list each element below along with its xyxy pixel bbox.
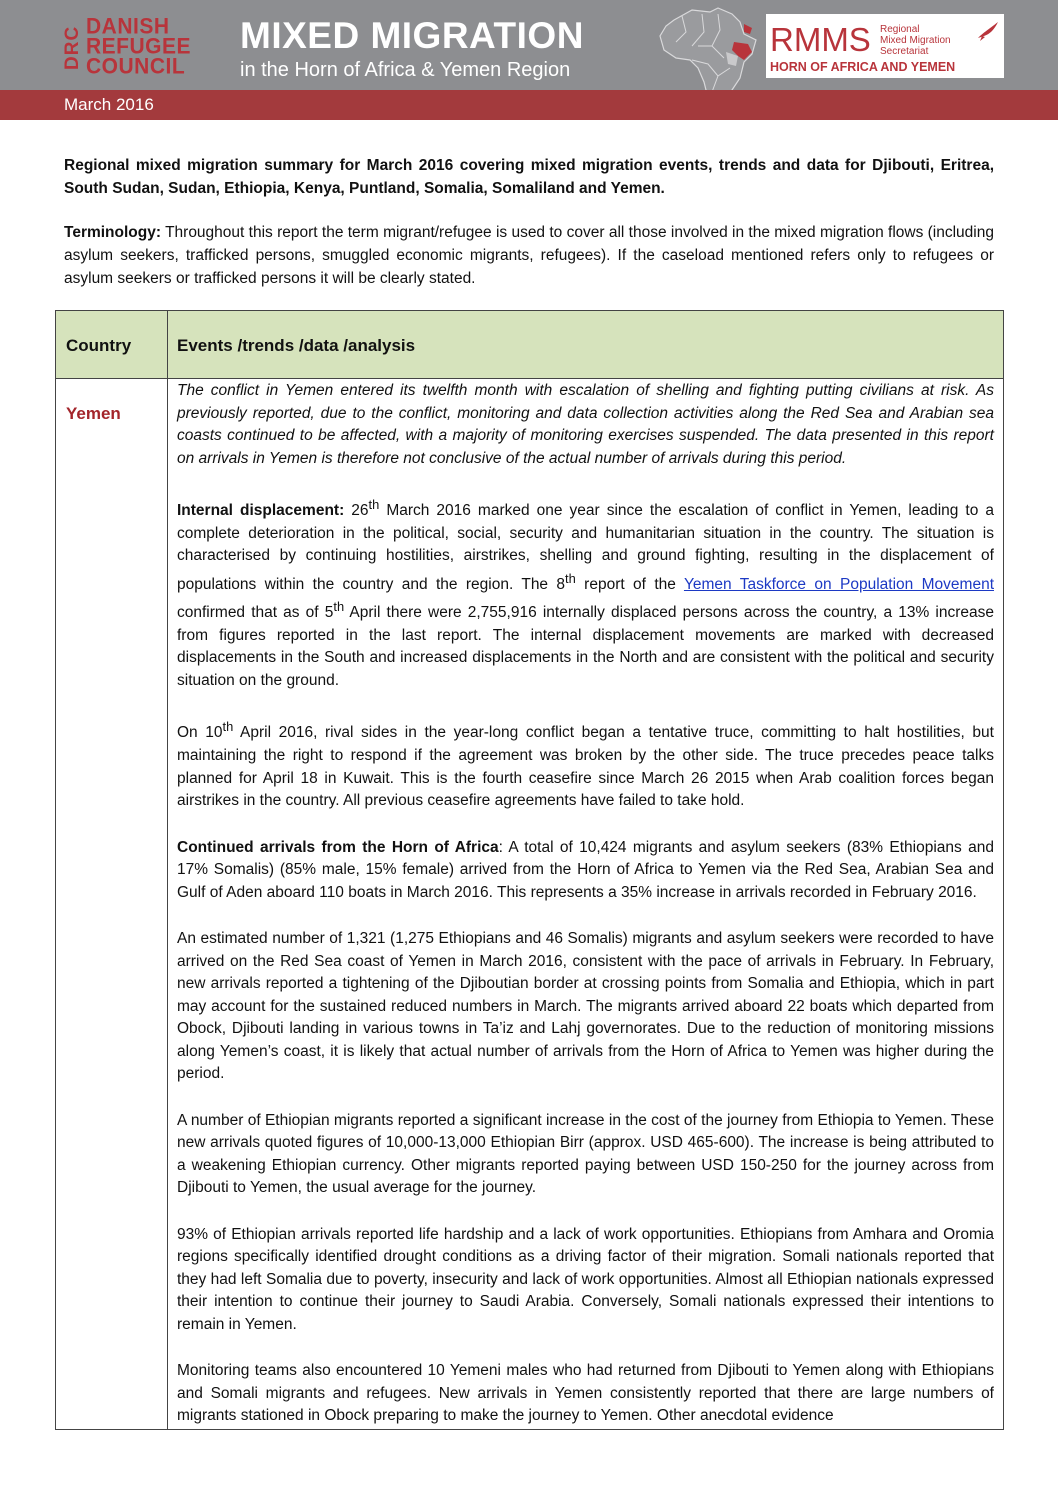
- rmms-small-3: Secretariat: [880, 46, 929, 57]
- country-events-table: [55, 310, 1004, 1430]
- text-run: On 10: [177, 724, 223, 742]
- superscript: th: [565, 570, 576, 586]
- text-run: March 2016 marked one year since the escalation of conflict in Yemen, leading to a complete deterioration in the political, social, security and humanitarian situation in the country. The situation is characterised by continuing hostilities, airstrikes, shelling and ground fighting, resulting in the displacement of populations within the country and the region. The 8: [177, 502, 994, 593]
- paragraph-continued-arrivals: [177, 837, 994, 905]
- drc-line-2: REFUGEE: [86, 34, 192, 59]
- paragraph-journey-cost: A number of Ethiopian migrants reported a significant increase in the cost of the journey from Ethiopia to Yemen. These new arrivals quoted figures of 10,000-13,000 Ethiopian Birr (approx. USD 465-600). The increase is being attributed to a weakening Ethiopian currency. Other migrants reported paying between USD 150-250 for the journey across from Djibouti to Yemen, the usual average for the journey.: [177, 1111, 994, 1197]
- taskforce-report-link[interactable]: Yemen Taskforce on Population Movement: [683, 575, 994, 593]
- paragraph-truce: [177, 716, 994, 812]
- terminology-paragraph: [64, 221, 994, 290]
- drc-mark: DRC: [62, 25, 83, 71]
- text-run: 26: [344, 502, 369, 520]
- rmms-full-name: [880, 24, 951, 57]
- superscript: th: [368, 497, 380, 512]
- internal-displacement-heading: Internal displacement:: [177, 502, 345, 520]
- header-country: Country: [66, 336, 132, 355]
- drc-wordmark: [86, 14, 192, 79]
- text-run: confirmed that as of 5: [177, 604, 334, 622]
- paragraph-internal-displacement: [177, 494, 994, 692]
- superscript: th: [333, 599, 345, 615]
- paragraph-drivers: 93% of Ethiopian arrivals reported life hardship and a lack of work opportunities. Ethiopians from Amhara and Oromia regions specifically identified drought conditions as a driving factor of their migration. Somali nationals reported that they had left Somalia due to poverty, insecurity and lack of work opportunities. Almost all Ethiopian nationals expressed their intention to continue their journey to Saudi Arabia. Conversely, Somali nationals expressed their intentions to remain in Yemen.: [177, 1225, 994, 1333]
- rmms-small-2: Mixed Migration: [880, 35, 951, 46]
- text-run: : A total of 10,424 migrants and asylum seekers (83% Ethiopians and 17% Somalis) (85% male, 15% female) arrived from the Horn of Africa to Yemen via the Red Sea, Arabian Sea and Gulf of Aden aboard 110 boats in March 2016. This represents a 35% increase in arrivals recorded in February 2016.: [177, 838, 994, 901]
- rmms-wordmark: RMMS: [770, 21, 871, 58]
- terminology-label: Terminology:: [64, 224, 162, 241]
- summary-paragraph: Regional mixed migration summary for March 2016 covering mixed migration events, trends and data for Djibouti, Eritrea, South Sudan, Sudan, Ethiopia, Kenya, Puntland, Somalia, Somaliland and Yemen.: [64, 157, 994, 197]
- text-run: April there were 2,755,916 internally displaced persons across the country, a 13% increase from figures reported in the last report. The internal displacement movements are marked with decreased displacements in the South and increased displacements in the North and are consistent with the political and security situation on the ground.: [177, 604, 994, 689]
- table-header-row: [56, 311, 1003, 379]
- rmms-region: HORN OF AFRICA AND YEMEN: [770, 60, 956, 74]
- bird-icon: [976, 20, 1000, 42]
- superscript: th: [222, 719, 234, 735]
- drc-line-1: DANISH: [86, 14, 170, 39]
- column-divider: [167, 311, 168, 1429]
- continued-arrivals-heading: Continued arrivals from the Horn of Africa: [177, 838, 499, 856]
- text-run: April 2016, rival sides in the year-long conflict began a tentative truce, committing to halt hostilities, but maintaining the right to respond if the agreement was broken by the other side. The truce precedes peace talks planned for April 18 in Kuwait. This is the fourth ceasefire since March 26 2015 when Arab coalition forces began airstrikes in the country. All previous ceasefire agreements have failed to take hold.: [177, 724, 994, 810]
- report-title: MIXED MIGRATION: [240, 15, 584, 56]
- report-date: March 2016: [64, 95, 154, 114]
- paragraph-returnees: Monitoring teams also encountered 10 Yemeni males who had returned from Djibouti to Yemen along with Ethiopians and Somali migrants and refugees. New arrivals in Yemen consistently reported that there are large numbers of migrants stationed in Obock preparing to make the journey to Yemen. Other anecdotal evidence: [177, 1362, 994, 1425]
- country-yemen: Yemen: [66, 404, 121, 423]
- text-run: report of the: [575, 575, 684, 593]
- paragraph-conflict-overview: The conflict in Yemen entered its twelfth month with escalation of shelling and fighting putting civilians at risk. As previously reported, due to the conflict, monitoring and data collection activities along the Red Sea and Arabian sea coasts continued to be affected, with a majority of monitoring exercises suspended. The data presented in this report on arrivals in Yemen is therefore not conclusive of the actual number of arrivals during this period.: [177, 382, 994, 467]
- paragraph-red-sea-arrivals: An estimated number of 1,321 (1,275 Ethiopians and 46 Somalis) migrants and asylum seekers were recorded to have arrived on the Red Sea coast of Yemen in March 2016, consistent with the pace of arrivals in February. In February, new arrivals reported a tightening of the Djiboutian border at crossing points from Somalia and Ethiopia, which in part may account for the sustained reduced numbers in March. The migrants arrived aboard 22 boats which departed from Obock, Djibouti landing in various towns in Ta’iz and Lahj governorates. Due to the reduction of monitoring missions along Yemen’s coast, it is likely that actual number of arrivals from the Horn of Africa to Yemen was higher during the period.: [177, 930, 994, 1083]
- header-events: Events /trends /data /analysis: [177, 336, 416, 355]
- events-cell: [177, 380, 994, 1452]
- report-header: [0, 0, 1058, 90]
- rmms-small-1: Regional: [880, 24, 920, 35]
- date-band: [0, 90, 1058, 120]
- drc-line-3: COUNCIL: [86, 54, 186, 79]
- report-subtitle: in the Horn of Africa & Yemen Region: [240, 59, 571, 81]
- rmms-logo: [766, 14, 1004, 78]
- drc-logo: [62, 14, 202, 79]
- terminology-text: Throughout this report the term migrant/refugee is used to cover all those involved in the mixed migration flows (including asylum seekers, trafficked persons, smuggled economic migrants, refugees). If the caseload mentioned refers only to refugees or asylum seekers or trafficked persons it will be clearly stated.: [64, 224, 994, 287]
